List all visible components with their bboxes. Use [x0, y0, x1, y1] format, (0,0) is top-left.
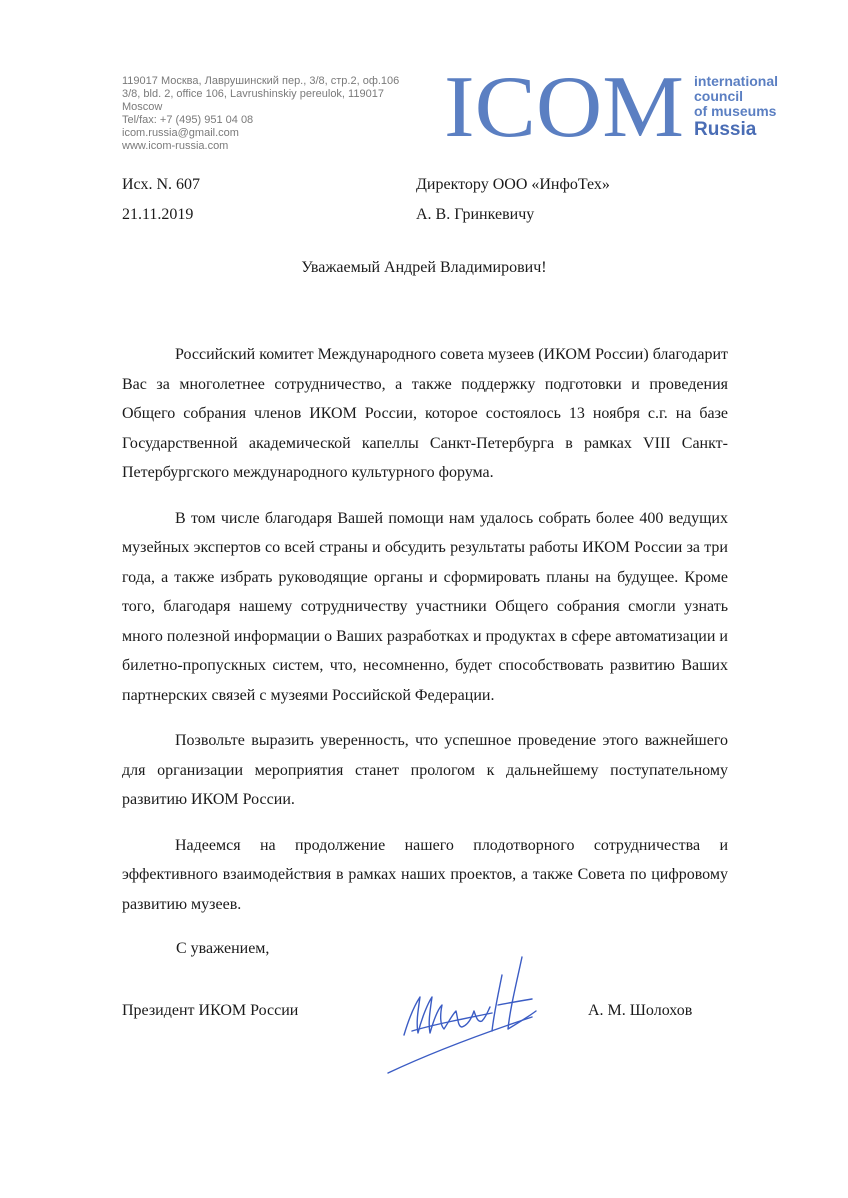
- address-line: 3/8, bld. 2, office 106, Lavrushinskiy pereulok, 119017: [122, 88, 384, 100]
- logo-caption: [694, 74, 778, 140]
- signatory-position: Президент ИКОМ России: [122, 1002, 299, 1019]
- reference-number: Исх. N. 607: [122, 176, 200, 193]
- addressee-block: [416, 170, 610, 230]
- icom-wordmark: [444, 70, 694, 150]
- handwritten-signature: [382, 945, 557, 1075]
- address-line: Moscow: [122, 101, 163, 113]
- outgoing-reference: [122, 170, 200, 230]
- letter-body: [122, 340, 728, 935]
- reference-date: 21.11.2019: [122, 206, 194, 223]
- letterhead-address: [122, 75, 432, 153]
- icom-logo: [444, 70, 784, 150]
- website: www.icom-russia.com: [122, 140, 229, 152]
- logo-line-russia: Russia: [694, 119, 757, 140]
- body-paragraph: Позвольте выразить уверенность, что успешное проведение этого важнейшего для организации мероприятия станет прологом к дальнейшему поступательному развитию ИКОМ России.: [122, 732, 728, 808]
- logo-line-museums: of museums: [694, 103, 777, 119]
- salutation: Уважаемый Андрей Владимирович!: [301, 259, 547, 276]
- body-paragraph: Российский комитет Международного совета музеев (ИКОМ России) благодарит Вас за многолетнее сотрудничество, а также поддержку подготовки и проведения Общего собрания членов ИКОМ России, которое состоялось 13 ноября с.г. на базе Государственной академической капеллы Санкт-Петербурга в рамках VIII Санкт-Петербургского международного культурного форума.: [122, 346, 729, 481]
- body-paragraph: В том числе благодаря Вашей помощи нам удалось собрать более 400 ведущих музейных экспертов со всей страны и обсудить результаты работы ИКОМ России за три года, а также избрать руководящие органы и сформировать планы на будущее. Кроме того, благодаря нашему сотрудничеству участники Общего собрания смогли узнать много полезной информации о Ваших разработках и продуктах в сфере автоматизации и билетно-пропускных систем, что, несомненно, будет способствовать развитию Ваших партнерских связей с музеями Российской Федерации.: [122, 509, 728, 704]
- addressee-title: Директору ООО «ИнфоТех»: [416, 176, 610, 193]
- logo-line-international: international: [694, 73, 779, 89]
- addressee-name: А. В. Гринкевичу: [416, 206, 535, 223]
- phone-fax: Tel/fax: +7 (495) 951 04 08: [122, 114, 254, 126]
- closing-phrase: С уважением,: [176, 940, 270, 957]
- icom-wordmark-text: ICOM: [444, 70, 684, 150]
- email: icom.russia@gmail.com: [122, 127, 239, 139]
- logo-line-council: council: [694, 88, 744, 104]
- signatory-name: А. М. Шолохов: [588, 1002, 693, 1019]
- address-line: 119017 Москва, Лаврушинский пер., 3/8, стр.2, оф.106: [122, 75, 400, 87]
- body-paragraph: Надеемся на продолжение нашего плодотворного сотрудничества и эффективного взаимодействия в рамках наших проектов, а также Совета по цифровому развитию музеев.: [122, 836, 728, 913]
